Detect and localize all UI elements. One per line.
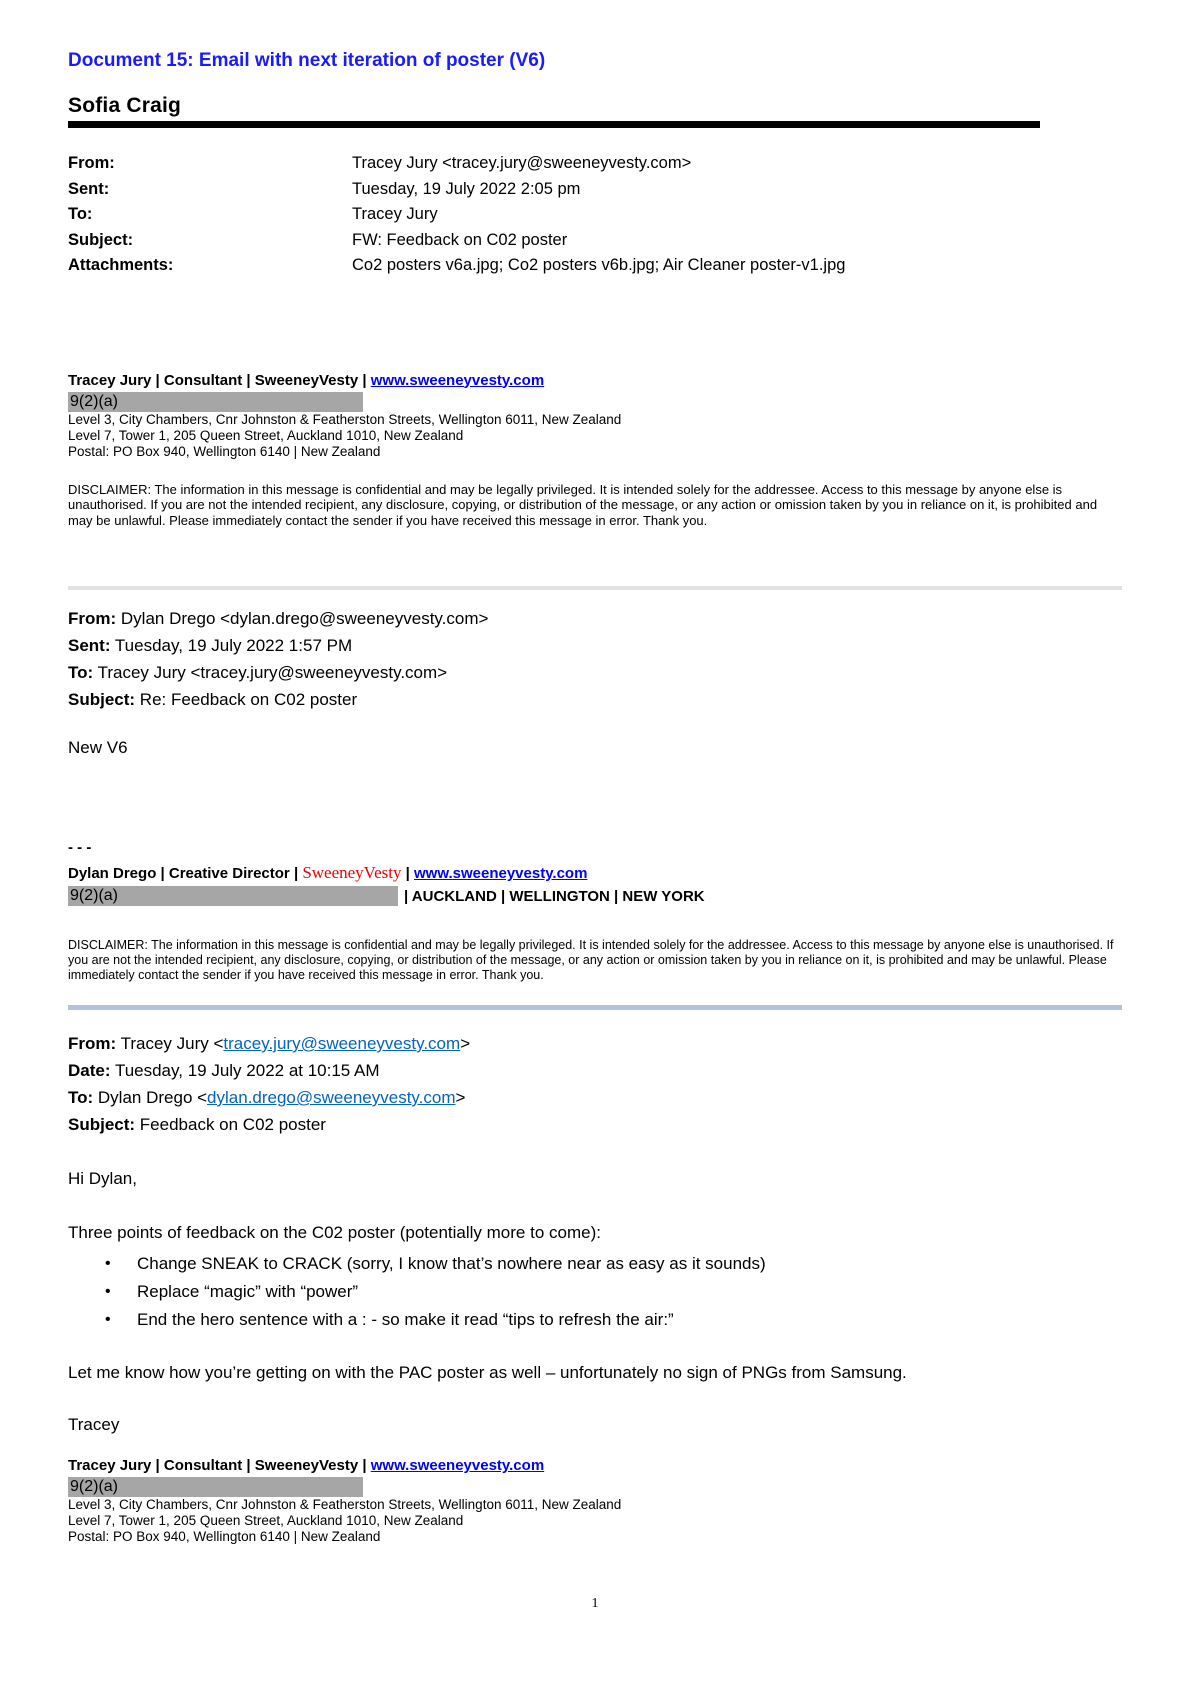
address-line-postal: Postal: PO Box 940, Wellington 6140 | New Zealand	[68, 1529, 381, 1544]
email3-greeting: Hi Dylan,	[68, 1169, 137, 1188]
email1-header-table	[68, 151, 845, 279]
address-line-wellington: Level 3, City Chambers, Cnr Johnston & Featherston Streets, Wellington 6011, New Zealand	[68, 411, 622, 427]
email1-from-label: From:	[68, 154, 115, 172]
sweeneyvesty-brand-wordmark: SweeneyVesty	[302, 863, 402, 882]
email2-header-block	[68, 605, 1122, 713]
feedback-bullet: • End the hero sentence with a : - so make it read “tips to refresh the air:”	[105, 1306, 1122, 1334]
pipe-separator: |	[405, 865, 410, 882]
email3-to-name: Dylan Drego <	[97, 1088, 208, 1107]
thread-divider-blue	[68, 1005, 1122, 1010]
document-title: Document 15: Email with next iteration of poster (V6)	[68, 50, 546, 71]
dylan-redaction-row	[68, 886, 1122, 906]
dylan-signature-name-text: Dylan Drego | Creative Director |	[68, 865, 299, 882]
email2-from-value: Dylan Drego <dylan.drego@sweeneyvesty.com>	[120, 609, 489, 628]
email3-feedback-intro: Three points of feedback on the C02 poster (potentially more to come):	[68, 1223, 601, 1242]
redaction-bar	[68, 886, 398, 906]
sweeneyvesty-website-link[interactable]: www.sweeneyvesty.com	[370, 371, 545, 389]
email3-closing-paragraph: Let me know how you’re getting on with the PAC poster as well – unfortunately no sign of PNGs from Samsung.	[68, 1363, 907, 1382]
disclaimer-text-1: DISCLAIMER: The information in this message is confidential and may be legally privileged. It is intended solely for the addressee. Access to this message by anyone else is unauthorised. If you are not the intended recipient, any disclosure, copying, or distribution of the message, or any action or omission taken by you in reliance on it, is prohibited and may be unlawful. Please immediately contact the sender if you have received this message in error. Thank you.	[68, 481, 1098, 528]
email3-subject-line	[68, 1111, 1122, 1138]
email3-date-label: Date:	[68, 1061, 111, 1080]
email2-subject-label: Subject:	[68, 690, 136, 709]
email1-attachments-row	[68, 253, 845, 279]
email1-to-label: To:	[68, 205, 93, 223]
email3-from-line	[68, 1030, 1122, 1057]
email2-sent-line	[68, 632, 1122, 659]
email2-to-line	[68, 659, 1122, 686]
feedback-bullet-list	[68, 1250, 1122, 1334]
email1-attachments-value: Co2 posters v6a.jpg; Co2 posters v6b.jpg; Air Cleaner poster-v1.jpg	[352, 256, 846, 274]
email3-to-line	[68, 1084, 1122, 1111]
email3-to-close: >	[455, 1088, 466, 1107]
signature-name-line	[68, 371, 1122, 390]
sweeneyvesty-website-link[interactable]: www.sweeneyvesty.com	[414, 865, 588, 882]
disclaimer-text-2: DISCLAIMER: The information in this message is confidential and may be legally privileged. It is intended solely for the addressee. Access to this message by anyone else is unauthorised. If you are not the intended recipient, any disclosure, copying, or distribution of the message, or any action or omission taken by you in reliance on it, is prohibited and may be unlawful. Please immediately contact the sender if you have received this message in error. Thank you.	[68, 938, 1114, 982]
email3-date-value: Tuesday, 19 July 2022 at 10:15 AM	[114, 1061, 380, 1080]
email3-from-close: >	[460, 1034, 471, 1053]
redaction-code: 9(2)(a)	[70, 392, 119, 410]
email1-sent-row	[68, 177, 845, 203]
tracey-email-link[interactable]: tracey.jury@sweeneyvesty.com	[223, 1034, 461, 1053]
email2-sent-label: Sent:	[68, 636, 111, 655]
address-line-auckland: Level 7, Tower 1, 205 Queen Street, Auckland 1010, New Zealand	[68, 427, 464, 443]
redaction-code: 9(2)(a)	[70, 887, 119, 904]
sweeneyvesty-website-link[interactable]: www.sweeneyvesty.com	[370, 1457, 545, 1474]
email2-subject-line	[68, 686, 1122, 713]
email3-header-block	[68, 1030, 1122, 1138]
email3-date-line	[68, 1057, 1122, 1084]
email1-from-row	[68, 151, 845, 177]
email3-to-label: To:	[68, 1088, 94, 1107]
address-line-wellington: Level 3, City Chambers, Cnr Johnston & Featherston Streets, Wellington 6011, New Zealand	[68, 1497, 622, 1512]
tracey-signature-block-1	[68, 371, 1122, 460]
signature-name-line	[68, 1456, 1122, 1475]
heading-rule	[68, 121, 1040, 128]
email1-to-row	[68, 202, 845, 228]
dylan-signature-name-line	[68, 863, 1122, 883]
email2-sent-value: Tuesday, 19 July 2022 1:57 PM	[114, 636, 353, 655]
email1-to-value: Tracey Jury	[352, 205, 438, 223]
email3-subject-label: Subject:	[68, 1115, 136, 1134]
email3-signoff: Tracey	[68, 1415, 120, 1434]
tracey-signature-block-2	[68, 1456, 1122, 1545]
signature-name-text: Tracey Jury | Consultant | SweeneyVesty |	[68, 1457, 367, 1474]
signature-separator-dashes: - - -	[68, 839, 92, 856]
office-locations-text: | AUCKLAND | WELLINGTON | NEW YORK	[404, 887, 705, 905]
dylan-email-link[interactable]: dylan.drego@sweeneyvesty.com	[207, 1088, 456, 1107]
email2-to-value: Tracey Jury <tracey.jury@sweeneyvesty.com>	[97, 663, 448, 682]
email3-subject-value: Feedback on C02 poster	[139, 1115, 326, 1134]
email1-subject-label: Subject:	[68, 230, 134, 249]
email1-sent-value: Tuesday, 19 July 2022 2:05 pm	[352, 179, 581, 198]
email1-sent-label: Sent:	[68, 179, 110, 198]
email2-to-label: To:	[68, 663, 94, 682]
thread-divider-gray	[68, 586, 1122, 590]
email1-subject-row	[68, 228, 845, 254]
redaction-bar	[68, 1477, 363, 1497]
email2-from-label: From:	[68, 609, 117, 628]
redaction-bar	[68, 392, 363, 412]
email1-from-value: Tracey Jury <tracey.jury@sweeneyvesty.com>	[352, 154, 692, 172]
address-line-auckland: Level 7, Tower 1, 205 Queen Street, Auckland 1010, New Zealand	[68, 1513, 464, 1528]
signature-name-text: Tracey Jury | Consultant | SweeneyVesty |	[68, 371, 367, 389]
email3-from-label: From:	[68, 1034, 117, 1053]
feedback-bullet: • Change SNEAK to CRACK (sorry, I know that’s nowhere near as easy as it sounds)	[105, 1250, 1122, 1278]
email2-body-text: New V6	[68, 738, 128, 757]
address-line-postal: Postal: PO Box 940, Wellington 6140 | New Zealand	[68, 443, 381, 459]
email1-attachments-label: Attachments:	[68, 256, 174, 274]
sender-name-heading: Sofia Craig	[68, 94, 182, 117]
redaction-code: 9(2)(a)	[70, 1478, 119, 1495]
email1-subject-value: FW: Feedback on C02 poster	[352, 230, 568, 249]
email2-subject-value: Re: Feedback on C02 poster	[139, 690, 358, 709]
email2-from-line	[68, 605, 1122, 632]
email3-from-name: Tracey Jury <	[120, 1034, 224, 1053]
feedback-bullet: • Replace “magic” with “power”	[105, 1278, 1122, 1306]
page-number: 1	[591, 1596, 599, 1611]
